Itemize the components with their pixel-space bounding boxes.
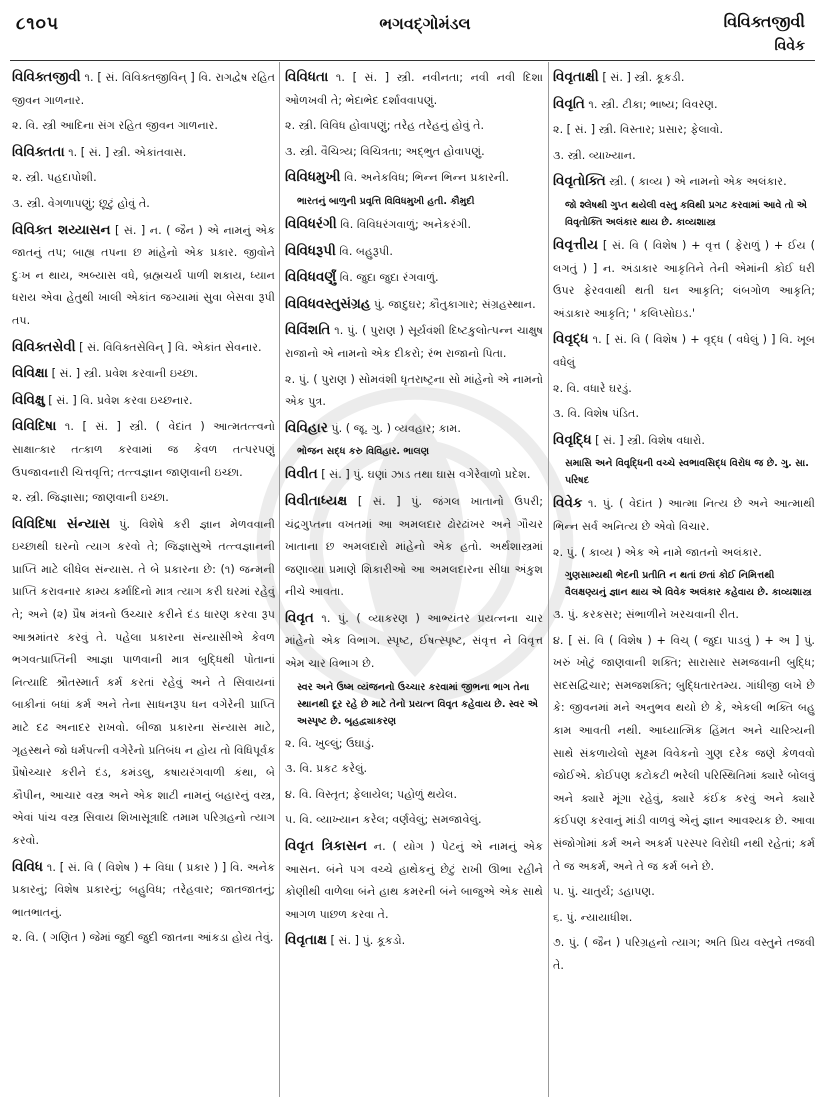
dictionary-entry [285,166,543,190]
headword: વિવૃદ્ધિ [553,431,592,448]
headword: વિવિદિષા [12,418,57,435]
dictionary-entry [285,809,543,832]
headword: વિવિક્તતા [12,143,65,160]
usage-quote [285,193,543,210]
dictionary-entry [285,929,543,953]
definition: [ સં. ] પું. ઘણાં ઝાડ તથા ઘાસ વગેરેવાળો પ્રદેશ. [317,468,531,482]
dictionary-entry [12,115,275,138]
dictionary-entry [553,881,815,904]
dictionary-entry [285,490,543,604]
quote-text: ગુણસામ્યથી ભેદની પ્રતીતિ ન થતાં છતાં કોઈ નિમિત્તથી વૈલક્ષણ્યનું જ્ઞાન થાય એ વિવેક અલંકાર કહેવાય છે. કાવ્યશાસ્ત્ર [565,570,812,599]
definition: ૨. વિ. સ્ત્રી આદિના સંગ રહિત જીવન ગાળનાર. [12,119,218,133]
definition: ૧. [ સં. ] સ્ત્રી. એકાંતવાસ. [64,145,187,159]
definition: [ સં. ] સ્ત્રી. પ્રવેશ કરવાની ઇચ્છા. [48,367,198,381]
headword: વિવિધરંગી [285,215,337,232]
definition: પું. વિશેષે કરી જ્ઞાન મેળવવાની ઇચ્છાથી ઘરનો ત્યાગ કરવો તે; જિજ્ઞાસુએ તત્ત્વજ્ઞાનની પ્રાપ્તિ માટે લીધેલ સંન્યાસ. તે બે પ્રકારના છે: (૧) જન્મની પ્રાપ્તિ કરાવનાર કામ્ય કર્માદિનો માત્ર ત્યાગ કરી ઘરમાં રહેવું તે; અને (૨) પ્રૈષ મંત્રનો ઉચ્ચાર કરીને દંડ ધારણ કરવા રૂપ આશ્રમાંતર કરવું તે. પહેલા પ્રકારના સંન્યાસીએ કેવળ ભગવત્પ્રાપ્તિની આજ્ઞા પાળવાની માત્ર બુદ્ધિથી પોતાનાં નિત્યાદિ શ્રૌતસ્માર્ત કર્મ કરતાં રહેવું અને તે સિવાયનાં બાકીનાં બધાં કર્મ અને તેના સાધનરૂપ ધન વગેરેની પ્રાપ્તિ માટે દઢ અનાદર રાખવો. બીજા પ્રકારના સંન્યાસ માટે, ગૃહસ્થને જો ધર્મપત્ની વગેરેનો પ્રતિબંધ ન હોય તો વિધિપૂર્વક પ્રૈષોચ્ચાર કરીને દંડ, કમંડલુ, કષાયરંગવાળી કંથા, બે કૌપીન, આચાર વસ્ત્ર અને એક શાટી નામનું બહારનું વસ્ત્ર, એવાં પાંચ વસ્ત્ર સિવાય શિખાસૂત્રાદિ તમામ પરિગ્રહનો ત્યાગ કરવો. [12,517,275,847]
dictionary-entry [553,604,815,627]
dictionary-entry [12,141,275,165]
dictionary-entry [285,835,543,926]
dictionary-entry [553,429,815,453]
definition: ૫. પું. ચાતુર્ય; ડહાપણ. [553,885,655,899]
definition: ૧. [ સં. ] સ્ત્રી. ( વેદાંત ) આત્મતત્ત્વનો સાક્ષાત્કાર તત્કાળ કરવામાં જ કેવળ તત્પરપણું ઉપજાવનારી ચિત્તવૃત્તિ; તત્ત્વજ્ઞાન જાણવાની ઇચ્છા. [12,420,275,479]
dictionary-entry [553,234,815,325]
headword: વિવૃદ્ધ [553,331,589,348]
definition: ૬. પું. ન્યાયાધીશ. [553,910,633,924]
headword: વિવિંશતિ [285,322,331,339]
dictionary-entry [553,145,815,168]
usage-quote [553,567,815,601]
definition: વિ. જુદા જુદા રંગવાળું. [336,271,439,285]
definition: ૨. વિ. વધારે ઘરડું. [553,381,632,395]
dictionary-entry [285,758,543,781]
headword: વિવૃતિ [553,95,585,112]
column-2 [285,66,543,1096]
definition: ૭. પું. ( જૈન ) પરિગ્રહનો ત્યાગ; અતિ પ્રિય વસ્તુને તજવી તે. [553,936,815,972]
dictionary-entry [285,240,543,264]
dictionary-entry [12,167,275,190]
definition: ૪. વિ. વિસ્તૃત; ફેલાયેલ; પહોળું થયેલ. [285,787,458,801]
headword: વિવિહાર [285,419,328,436]
usage-quote [553,197,815,231]
definition: [ સં. ] વિ. પ્રવેશ કરવા ઇચ્છનાર. [44,393,193,407]
headword: વિવૃત્તીય [553,236,599,253]
dictionary-entry [285,319,543,365]
headword: વિવિક્ત શય્યાસન [12,221,111,238]
last-guide-word: વિવેક [774,38,805,54]
definition: વિ. અનેકવિધ; ભિન્ન ભિન્ન પ્રકારની. [340,171,509,185]
definition: ૨. પું. ( કાવ્ય ) એક એ નામે જાતનો અલંકાર. [553,545,762,559]
dictionary-entry [285,266,543,290]
dictionary-title: ભગવદ્ગોમંડલ [379,14,471,33]
dictionary-entry [12,927,275,950]
definition: ૩. સ્ત્રી. વૈચિત્ર્ય; વિચિત્રતા; અદ્ભુત હોવાપણું. [285,144,485,158]
page-header [0,0,825,62]
headword: વિવિક્તસેવી [12,338,76,355]
dictionary-entry [285,213,543,237]
headword: વિવિદિષા સંન્યાસ [12,515,110,532]
dictionary-entry [12,362,275,386]
definition: [ સં. ] સ્ત્રી. વિશેષ વધારો. [591,433,705,447]
header-rule [10,60,815,61]
dictionary-entry [285,369,543,414]
definition: ૨. સ્ત્રી. જિજ્ઞાસા; જાણવાની ઇચ્છા. [12,491,169,505]
definition: ૪. [ સં. વિ ( વિશેષ ) + વિચ્ ( જુદા પાડવું ) + અ ] પું. ખરું ખોટું જાણવાની શક્તિ; સારાસાર સમજવાની બુદ્ધિ; સદસદ્વિચાર; સમજશક્તિ; બુદ્ધિતારતમ્ય. ગાંધીજી લખે છે કે: જીવનમાં મને અનુભવ થયો છે કે, એકલી ભક્તિ બહુ કામ આવતી નથી. આધ્યાત્મિક હિંમત અને ચારિત્ર્યની સાથે સંકળાયેલો સૂક્ષ્મ વિવેકનો ગુણ દરેક જણે કેળવવો જોઈએ. કોઈપણ કટોકટી ભરેલી પરિસ્થિતિમાં ક્યારે બોલવું અને ક્યારે મૂંગા રહેવું, ક્યારે કંઈક કરવું અને ક્યારે કંઈપણ કરવાનું માંડી વાળવું એનું જ્ઞાન આવશ્યક છે. આવા સંજોગોમાં કર્મ અને અકર્મ પરસ્પર વિરોધી નથી રહેતાં; કર્મ તે જ અકર્મ, અને તે જ કર્મ બને છે. [553,633,815,873]
definition: પું. ( જૂ. ગુ. ) વ્યવહાર; કામ. [327,421,461,435]
dictionary-entry [553,907,815,930]
headword: વિવૃત [285,609,314,626]
first-guide-word: વિવિક્તજીવી [723,12,805,31]
headword: વિવિક્ષા [12,365,49,382]
headword: વિવિધમુખી [285,169,341,186]
headword: વિવૃતાક્ષ [285,932,327,949]
dictionary-entry [553,542,815,565]
dictionary-entry [12,389,275,413]
headword: વિવૃત ત્રિકાસન [285,838,367,855]
definition: ૨. [ સં. ] સ્ત્રી. વિસ્તાર; પ્રસાર; ફેલાવો. [553,123,724,137]
definition: ૧. પું. ( વેદાંત ) આત્મા નિત્ય છે અને આત્માથી ભિન્ન સર્વ અનિત્ય છે એવો વિચાર. [553,497,815,533]
column-divider [548,62,549,1097]
dictionary-entry [553,93,815,117]
definition: [ સં. ] સ્ત્રી. કૂકડી. [598,71,685,84]
dictionary-entry [553,492,815,538]
dictionary-entry [553,378,815,401]
definition: ૧. પું. ( વ્યાકરણ ) આભ્યંતર પ્રયત્નના ચાર માંહેનો એક વિભાગ. સ્પૃષ્ટ, ઈષત્સ્પૃષ્ટ, સંવૃત્ત ને વિવૃત્ત એમ ચાર વિભાગ છે. [285,611,543,671]
definition: ન. ( યોગ ) પેટનું એ નામનું એક આસન. બંને પગ વચ્ચે હાથેકનું છેટું રાખી ઊભા રહીને કોણીથી વાળેલા બંને હાથ કમરની બંને બાજુએ એક સાથે આગળ પાછળ કરવા તે. [285,840,543,921]
dictionary-entry [12,193,275,216]
definition: [ સં. ] પું. કૂકડો. [326,934,406,948]
definition: ૩. પું. કરકસર; સંભાળીને ખરચવાની રીત. [553,608,739,622]
dictionary-entry [553,170,815,194]
definition: વિ. બહુરૂપી. [335,244,393,258]
dictionary-entry [553,932,815,977]
definition: ૩. સ્ત્રી. વ્યાખ્યાન. [553,148,636,162]
definition: પું. જાદુઘર; કૌતુકાગાર; સંગ્રહસ્થાન. [370,297,536,311]
definition: ૧. પું. ( પુરાણ ) સૂર્યવંશી દિષ્ટકુલોત્પન્ન ચાક્ષુષ રાજાનો એ નામનો એક દીકરો; રંભ રાજાનો પિતા. [285,324,543,360]
definition: ૨. વિ. ખુલ્લું; ઉઘાડું. [285,736,375,750]
usage-quote [553,455,815,489]
dictionary-entry [12,219,275,333]
dictionary-entry [285,733,543,756]
dictionary-entry [553,119,815,142]
dictionary-entry [553,403,815,426]
quote-text: ભોજન સદ્ધ કરુ વિવિહાર. ભાલણ [297,446,430,458]
column-1 [12,66,275,1096]
dictionary-entry [285,417,543,441]
definition: વિ. વિવિધરંગવાળું; અનેકરંગી. [336,217,472,231]
page-number: ૮૧૦૫ [16,14,60,34]
column-divider [279,62,280,1097]
quote-text: સમાસિ અને વિવૃદ્ધિની વચ્ચે સ્વભાવસિદ્ધ વિરોધ જ છે. ગુ. સા. પરિષદ [565,458,809,487]
dictionary-entry [285,115,543,138]
definition: ૩. વિ. વિશેષ પંડિત. [553,407,640,421]
definition: ૨. સ્ત્રી. વિવિધ હોવાપણું; તરેહ તરેહનું હોવું તે. [285,119,485,133]
headword: વિવિધ [12,858,44,875]
definition: ૧. [ સં. વિ ( વિશેષ ) + વૃદ્ધ ( વધેલું ) ] વિ. ખૂબ વધેલું [553,333,815,369]
definition: [ સં. વિવિક્તસેવિન્ ] વિ. એકાંત સેવનાર. [75,340,262,354]
dictionary-entry [12,415,275,484]
definition: ૧. [ સં. ] સ્ત્રી. નવીનતા; નવી નવી દિશા ઓળખવી તે; ભેદાભેદ દર્શાવવાપણું. [285,71,543,107]
dictionary-entry [285,66,543,112]
definition: ૩. સ્ત્રી. વેગળાપણું; છૂટું હોવું તે. [12,196,150,210]
dictionary-entry [12,487,275,510]
dictionary-entry [12,856,275,925]
definition: ૨. વિ. ( ગણિત ) જેમાં જુદી જુદી જાતના આંકડા હોય તેવું. [12,931,274,945]
dictionary-entry [285,463,543,487]
headword: વિવિધતા [285,69,329,85]
definition: ૩. વિ. પ્રકટ કરેલું. [285,762,368,776]
headword: વિવિક્તજીવી [12,69,81,85]
definition: [ સં. ] પું. જંગલ ખાતાનો ઉપરી; ચંદ્રગુપ્તના વખતમાં આ અમલદાર ઢોરઢાંખર અને ગૌચર ખાતાના છ અમલદારો માંહેનો એક હતો. અર્થશાસ્ત્રમાં જણાવ્યા પ્રમાણે શિકારીઓ આ અમલદારના સીધા અંકુશ નીચે આવતા. [285,494,543,599]
headword: વિવીતાધ્યક્ષ [285,492,348,509]
definition: ૫. વિ. વ્યાખ્યાન કરેલ; વર્ણવેલું; સમજાવેલું. [285,813,482,827]
headword: વિવેક [553,495,583,512]
usage-quote [285,443,543,460]
headword: વિવિધવસ્તુસંગ્રહ [285,295,371,312]
definition: ૧. સ્ત્રી. ટીકા; ભાષ્ય; વિવરણ. [584,97,718,111]
headword: વિવિધવર્ણું [285,269,337,286]
dictionary-entry [285,607,543,676]
definition: [ સં. વિ ( વિશેષ ) + વૃત્ત ( ફેરાળું ) + ઈય ( લગતું ) ] ન. અંડાકાર આકૃતિને તેની એમાંની કોઈ ધરી ઉપર ફેરવવાથી થતી ઘન આકૃતિ; લંબગોળ આકૃતિ; અંડાકાર આકૃતિ; ' કલિપ્સોઇડ.' [553,238,815,320]
dictionary-entry [553,66,815,90]
definition: ૨. પું. ( પુરાણ ) સોમવંશી ધૃતરાષ્ટ્રના સો માંહેનો એ નામનો એક પુત્ર. [285,372,543,409]
dictionary-entry [553,630,815,879]
quote-text: ભારતનું બાળુની પ્રવૃત્તિ વિવિધમુખી હતી. કૌમુદી [297,195,475,207]
headword: વિવિક્ષુ [12,391,45,408]
usage-quote [285,679,543,730]
dictionary-entry [285,141,543,164]
definition: ૧. [ સં. વિવિક્તજીવિન્ ] વિ. રાગદ્વેષ રહિત જીવન ગાળનાર. [12,71,275,107]
definition: [ સં. ] ન. ( જૈન ) એ નામનું એક જાતનું તપ; બાહ્ય તપના છ માંહેનો એક પ્રકાર. જીવોને દુઃખ ન થાય, અબ્યાસ વધે, બ્રહ્મચર્ય પાળી શકાય, ધ્યાન ધરાય એવા હેતુથી ખાલી એકાંત જગ્યામાં સુવા બેસવા રૂપી તપ. [12,223,275,327]
headword: વિવિધરૂપી [285,242,336,259]
dictionary-entry [285,784,543,807]
column-3 [553,66,815,1096]
definition: ૧. [ સં. વિ ( વિશેષ ) + વિધા ( પ્રકાર ) ] વિ. અનેક પ્રકારનું; વિશેષ પ્રકારનું; બહુવિધ; તરેહવાર; જાતજાતનું; ભાતભાતનું. [12,860,275,919]
quote-text: જો શ્લેષથી ગુપ્ત થયેલી વસ્તુ કવિથી પ્રગટ કરવામાં આવે તો એ વિવૃતોક્તિ અલંકાર થાય છે. કાવ્યશાસ્ત્ર [565,199,808,228]
dictionary-entry [12,66,275,112]
definition: ૨. સ્ત્રી. પહદાપોશી. [12,171,97,185]
headword: વિવૃતાક્ષી [553,69,599,85]
dictionary-entry [12,336,275,360]
headword: વિવૃતોક્તિ [553,173,606,190]
quote-text: સ્વર અને ઉષ્મ વ્યંજનનો ઉચ્ચાર કરવામાં જીભના ભાગ તેના સ્થાનથી દૂર રહે છે માટે તેનો પ્રયત્ન વિવૃત કહેવાય છે. સ્વર એ અસ્પૃષ્ટ છે. બૃહદ્વ્યાકરણ [297,681,538,727]
dictionary-entry [12,513,275,853]
definition: સ્ત્રી. ( કાવ્ય ) એ નામનો એક અલંકાર. [605,175,787,189]
dictionary-entry [553,328,815,374]
dictionary-entry [285,293,543,317]
headword: વિવીત [285,466,318,483]
